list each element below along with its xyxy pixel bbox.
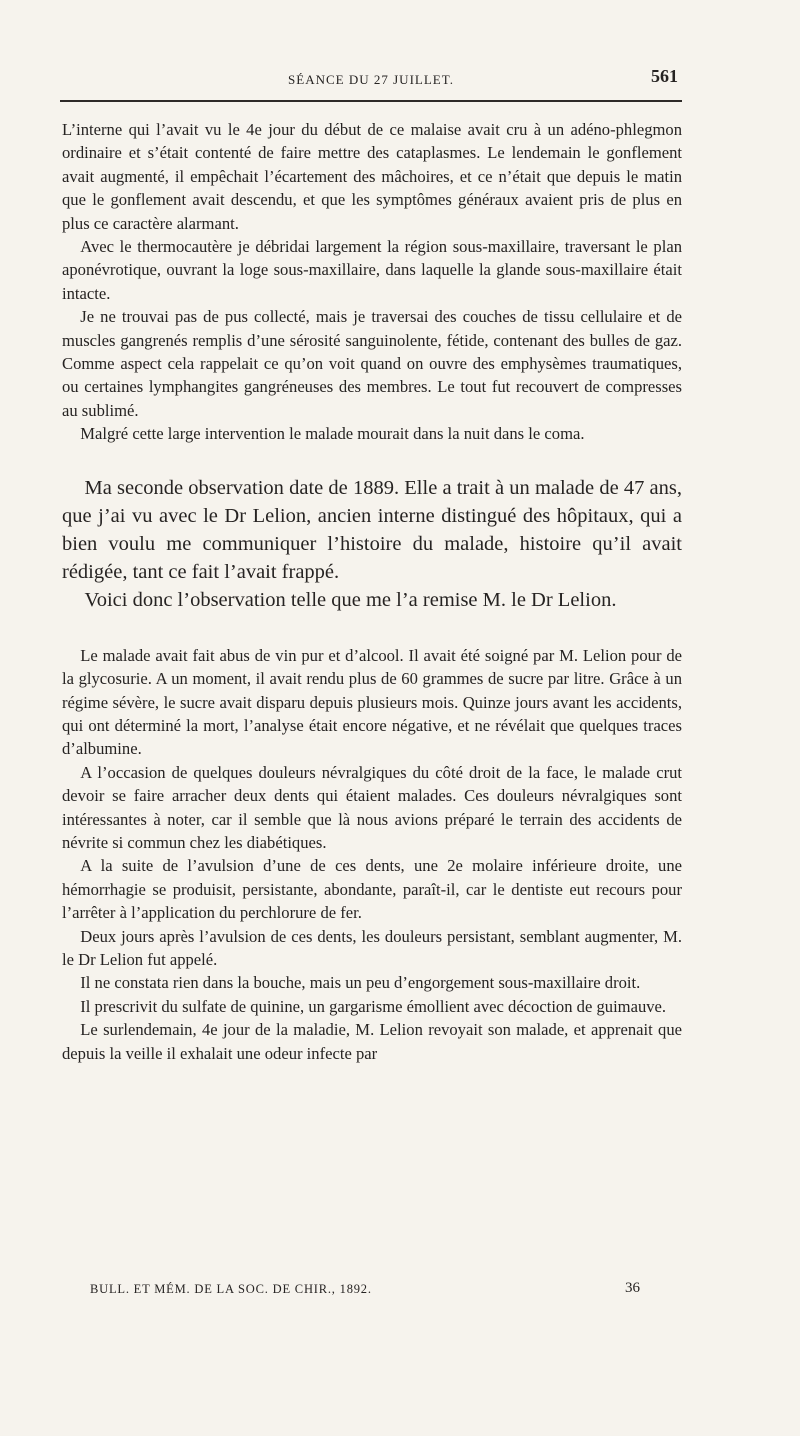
paragraph: A la suite de l’avulsion d’une de ces dents, une 2e molaire inférieure droite, une hémorrhagie se produisit, persistante, abondante, paraît-il, car le dentiste eut recours pour l’arrêter à l’application du perchlorure de fer. [62,856,682,923]
paragraph: Ma seconde observation date de 1889. Elle a trait à un malade de 47 ans, que j’ai vu avec le Dr Lelion, ancien interne distingué des hôpitaux, qui a bien voulu me communiquer l’histoire du malade, histoire qu’il avait rédigée, tant ce fait l’avait frappé. [62,476,682,583]
paragraph: A l’occasion de quelques douleurs névralgiques du côté droit de la face, le malade crut devoir se faire arracher deux dents qui étaient malades. Ces douleurs névralgiques sont intéressantes à noter, car il semble que là nous avions préparé le terrain des accidents de névrite si commun chez les diabétiques. [62,762,682,852]
header-rule [60,100,682,102]
page-header [60,62,682,90]
page-footer [90,1280,640,1298]
observation-report [62,644,682,1065]
paragraph: Voici donc l’observation telle que me l’a remise M. le Dr Lelion. [84,588,617,611]
paragraph: Le surlendemain, 4e jour de la maladie, M. Lelion revoyait son malade, et apprenait que depuis la veille il exhalait une odeur infecte par [62,1020,682,1063]
paragraph: Il ne constata rien dans la bouche, mais un peu d’engorgement sous-maxillaire droit. [80,973,641,993]
footer-citation: BULL. ET MÉM. DE LA SOC. DE CHIR., 1892. [90,1282,372,1296]
first-case-section [62,118,682,446]
running-title: SÉANCE DU 27 JUILLET. [288,72,454,87]
paragraph: Malgré cette large intervention le malade mourait dans la nuit dans le coma. [80,424,585,444]
paragraph: Je ne trouvai pas de pus collecté, mais je traversai des couches de tissu cellulaire et de muscles gangrenés remplis d’une sérosité sanguinolente, fétide, contenant des bulles de gaz. Comme aspect cela rappelait ce qu’on voit quand on ouvre des emphysèmes traumatiques, ou certaines lymphangites gangréneuses des membres. Le tout fut recouvert de compresses au sublimé. [62,307,682,420]
paragraph: Deux jours après l’avulsion de ces dents, les douleurs persistant, semblant augmenter, M. le Dr Lelion fut appelé. [62,926,682,969]
paragraph: Le malade avait fait abus de vin pur et d’alcool. Il avait été soigné par M. Lelion pour de la glycosurie. A un moment, il avait rendu plus de 60 grammes de sucre par litre. Grâce à un régime sévère, le sucre avait disparu depuis plusieurs mois. Quinze jours avant les accidents, qui ont déterminé la mort, l’analyse était encore négative, et ne révélait que quelques traces d’albumine. [62,645,682,759]
second-observation-intro [62,474,682,614]
page-number: 561 [651,66,678,86]
paragraph: L’interne qui l’avait vu le 4e jour du début de ce malaise avait cru à un adéno-phlegmon ordinaire et s’était contenté de faire mettre des cataplasmes. Le lendemain le gonflement avait augmenté, il empêchait l’écartement des mâchoires, et ce n’était que depuis le matin que le gonflement avait descendu, et que les symptômes généraux avaient pris de plus en plus ce caractère alarmant. [62,120,682,233]
signature-mark: 36 [625,1280,640,1296]
paragraph: Avec le thermocautère je débridai largement la région sous-maxillaire, traversant le plan aponévrotique, ouvrant la loge sous-maxillaire, dans laquelle la glande sous-maxillaire était intacte. [62,237,682,303]
body-text [62,118,682,1065]
paragraph: Il prescrivit du sulfate de quinine, un gargarisme émollient avec décoction de guimauve. [80,996,667,1016]
